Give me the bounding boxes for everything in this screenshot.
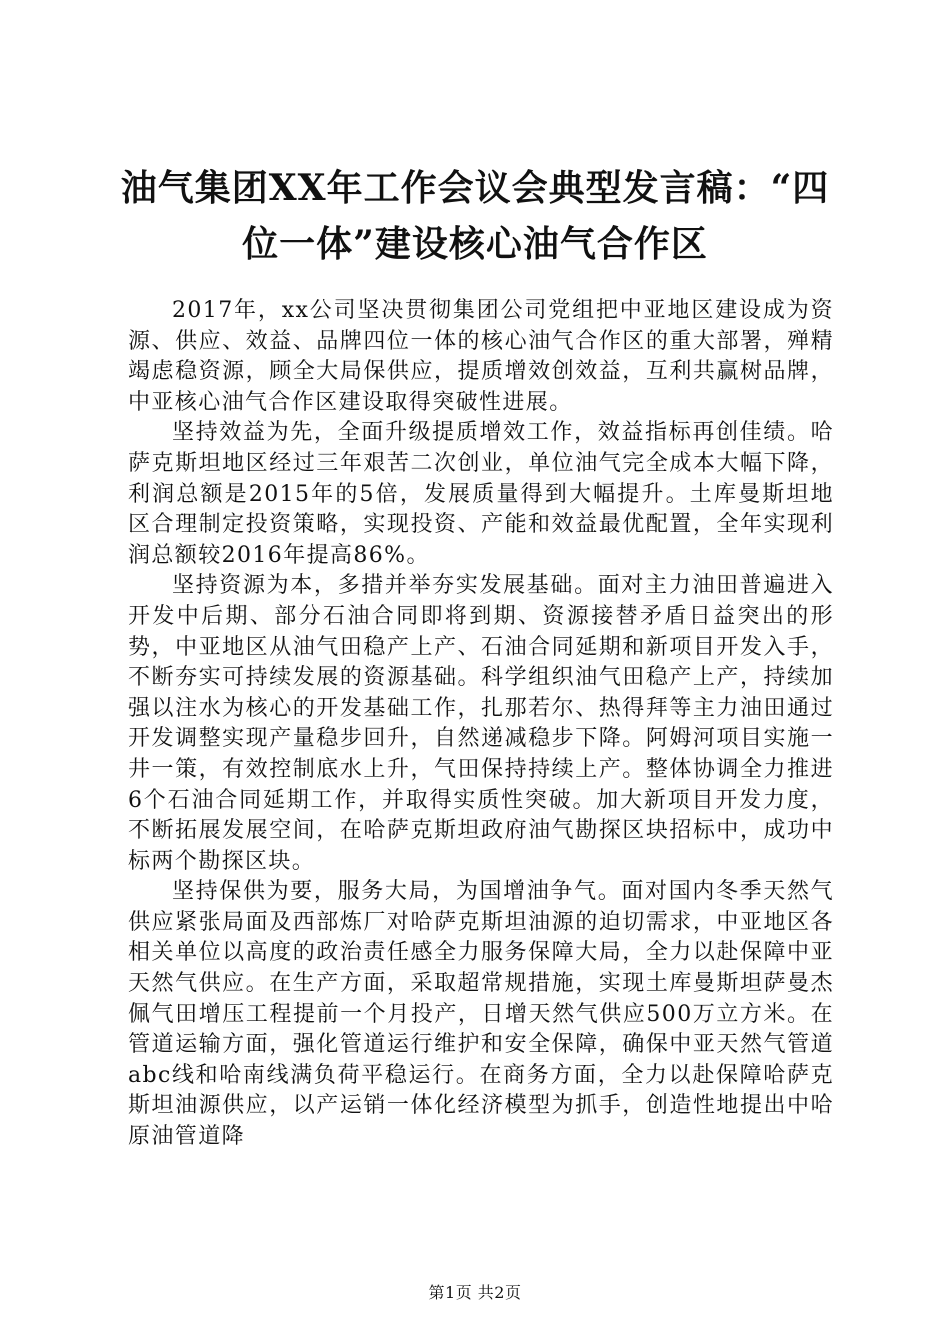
paragraph-intro: 2017年，xx公司坚决贯彻集团公司党组把中亚地区建设成为资源、供应、效益、品牌四位一体的核心油气合作区的重大部署，殚精竭虑稳资源，顾全大局保供应，提质增效创效益，互利共赢树品牌，中亚核心油气合作区建设取得突破性进展。 bbox=[128, 298, 834, 415]
document-body bbox=[128, 296, 834, 1153]
paragraph-supply: 坚持保供为要，服务大局，为国增油争气。面对国内冬季天然气供应紧张局面及西部炼厂对哈萨克斯坦油源的迫切需求，中亚地区各相关单位以高度的政治责任感全力服务保障大局，全力以赴保障中亚天然气供应。在生产方面，采取超常规措施，实现土库曼斯坦萨曼杰佩气田增压工程提前一个月投产，日增天然气供应500万立方米。在管道运输方面，强化管道运行维护和安全保障，确保中亚天然气管道abc线和哈南线满负荷平稳运行。在商务方面，全力以赴保障哈萨克斯坦油源供应，以产运销一体化经济模型为抓手，创造性地提出中哈原油管道降 bbox=[128, 879, 834, 1150]
document-title: 油气集团XX年工作会议会典型发言稿：“四位一体”建设核心油气合作区 bbox=[120, 167, 830, 265]
paragraph-efficiency: 坚持效益为先，全面升级提质增效工作，效益指标再创佳绩。哈萨克斯坦地区经过三年艰苦二次创业，单位油气完全成本大幅下降，利润总额是2015年的5倍，发展质量得到大幅提升。土库曼斯坦地区合理制定投资策略，实现投资、产能和效益最优配置，全年实现利润总额较2016年提高86%。 bbox=[128, 420, 834, 568]
page-number-footer: 第1页 共2页 bbox=[428, 1283, 522, 1302]
paragraph-resources: 坚持资源为本，多措并举夯实发展基础。面对主力油田普遍进入开发中后期、部分石油合同即将到期、资源接替矛盾日益突出的形势，中亚地区从油气田稳产上产、石油合同延期和新项目开发入手，不断夯实可持续发展的资源基础。科学组织油气田稳产上产，持续加强以注水为核心的开发基础工作，扎那若尔、热得拜等主力油田通过开发调整实现产量稳步回升，自然递减稳步下降。阿姆河项目实施一井一策，有效控制底水上升，气田保持持续上产。整体协调全力推进6个石油合同延期工作，并取得实质性突破。加大新项目开发力度，不断拓展发展空间，在哈萨克斯坦政府油气勘探区块招标中，成功中标两个勘探区块。 bbox=[128, 573, 834, 874]
